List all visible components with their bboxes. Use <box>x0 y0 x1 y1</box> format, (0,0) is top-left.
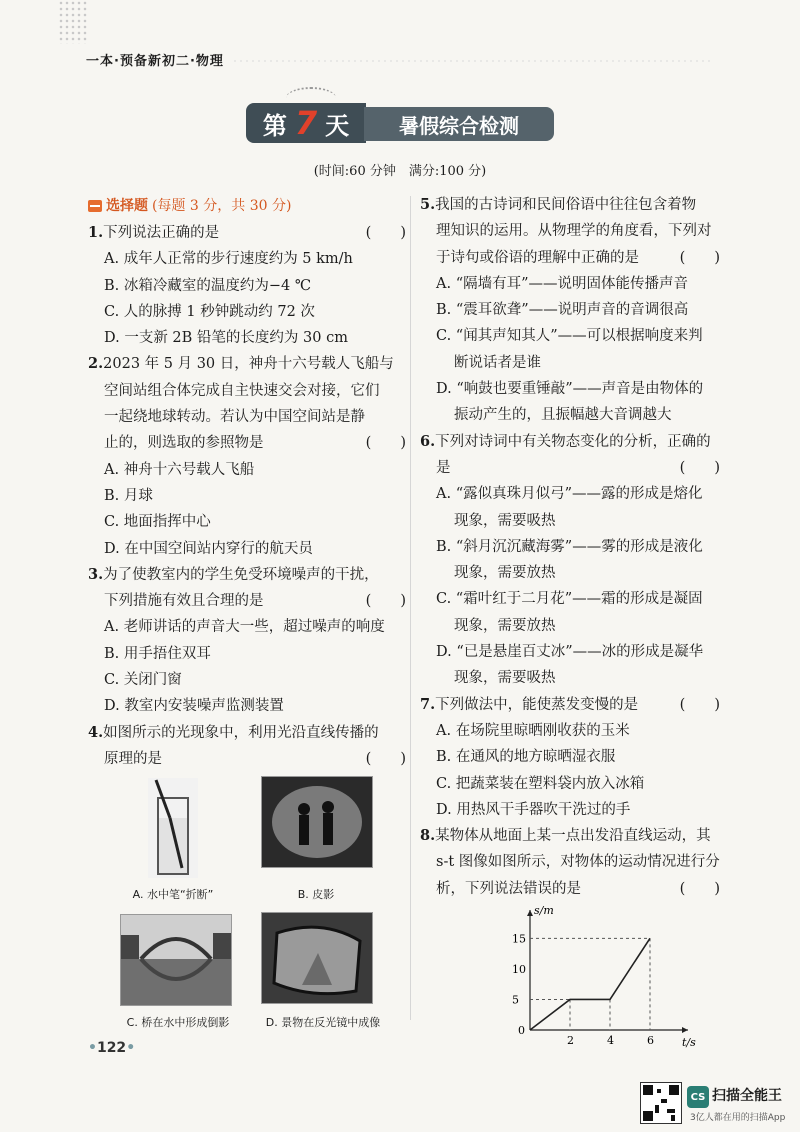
page-number: 122 <box>96 1040 127 1056</box>
option-c: C. “霜叶红于二月花”——霜的形成是凝固 <box>436 591 703 608</box>
question-8 <box>420 823 720 902</box>
question-text-line <box>88 404 406 430</box>
scanner-app-name: 扫描全能王 <box>712 1088 782 1104</box>
option-a: 现象，需要吸热 <box>454 512 556 529</box>
y-axis-label: s/m <box>534 904 554 918</box>
qr-module <box>661 1099 667 1103</box>
question-text: 下列说法正确的是 <box>103 225 220 241</box>
page-number-dot-right: • <box>126 1040 136 1056</box>
mirror-drawing <box>262 913 372 1003</box>
question-text-line <box>420 455 720 481</box>
question-text: 2023 年 5 月 30 日，神舟十六号载人飞船与 <box>103 356 394 373</box>
x-tick-label: 2 <box>567 1034 574 1048</box>
question-number: 8. <box>420 827 436 845</box>
question-3 <box>88 562 406 720</box>
section-note: (每题 3 分，共 30 分) <box>152 197 292 214</box>
option-b: B. 月球 <box>104 487 153 504</box>
scanner-tagline: 3亿人都在用的扫描App <box>690 1113 786 1123</box>
caption-a: A. 水中笔“折断” <box>132 888 214 902</box>
question-number: 2. <box>88 355 104 373</box>
section-title: 选择题 <box>106 197 148 214</box>
option-c: 断说话者是谁 <box>454 354 541 371</box>
question-6 <box>420 429 720 692</box>
question-text: 为了使教室内的学生免受环境噪声的干扰， <box>103 566 379 583</box>
qr-finder-top-left <box>643 1085 653 1095</box>
question-number: 5. <box>420 196 436 213</box>
option-b: B. “震耳欲聋”——说明声音的音调很高 <box>436 302 689 319</box>
trees-right <box>213 933 231 959</box>
column-divider <box>410 196 411 1020</box>
qr-module <box>655 1105 659 1113</box>
option-c: C. 人的脉搏 1 秒钟跳动约 72 次 <box>104 303 315 320</box>
qr-module <box>667 1109 675 1113</box>
question-text-line <box>420 692 720 718</box>
light-glow <box>272 786 362 858</box>
x-axis-arrow <box>682 1027 688 1033</box>
header-decoration <box>58 0 88 44</box>
x-tick-label: 6 <box>647 1034 654 1048</box>
option-b: B. 用手捂住双耳 <box>104 645 211 662</box>
image-side-mirror <box>261 912 373 1004</box>
question-number: 3. <box>88 565 104 583</box>
question-text: 空间站组合体完成自主快速交会对接，它们 <box>104 382 380 399</box>
exam-time-info: (时间:60 分钟 满分:100 分) <box>313 164 487 179</box>
question-4-images <box>88 772 406 1034</box>
section-header <box>88 192 406 220</box>
question-7 <box>420 692 720 823</box>
page-number-dot-left: • <box>88 1040 97 1056</box>
option-a: A. “露似真珠月似弓”——露的形成是熔化 <box>436 486 703 503</box>
left-questions <box>88 220 406 772</box>
puppet-head-right <box>322 801 334 813</box>
answer-bracket: ( ) <box>365 593 406 610</box>
question-number: 7. <box>420 695 436 713</box>
question-text: 是 <box>436 459 451 476</box>
image-shadow-puppet <box>261 776 373 868</box>
question-text-line <box>88 430 406 456</box>
option-a: A. 成年人正常的步行速度约为 5 km/h <box>104 251 353 268</box>
question-text-line <box>88 720 406 746</box>
y-axis-arrow <box>527 910 533 916</box>
option-b: B. 冰箱冷藏室的温度约为−4 ℃ <box>104 277 312 294</box>
question-text: 析，下列说法错误的是 <box>436 880 581 897</box>
option-d: 振动产生的，且振幅越大音调越大 <box>454 407 672 424</box>
section-icon <box>88 200 102 212</box>
answer-bracket: ( ) <box>365 750 406 767</box>
question-4 <box>88 720 406 773</box>
answer-bracket: ( ) <box>679 880 720 897</box>
image-bridge-reflection <box>120 914 232 1006</box>
question-1 <box>88 220 406 351</box>
option-c: C. 关闭门窗 <box>104 672 182 689</box>
option-d: D. 在中国空间站内穿行的航天员 <box>104 540 313 557</box>
qr-module <box>657 1089 661 1093</box>
question-text-line <box>420 192 720 218</box>
question-text-line <box>420 218 720 244</box>
trees-left <box>121 935 139 959</box>
question-text: 止的，则选取的参照物是 <box>104 435 264 452</box>
st-graph <box>500 902 700 1052</box>
question-number: 4. <box>88 723 104 741</box>
option-c: 现象，需要放热 <box>454 617 556 634</box>
banner-suffix: 天 <box>325 111 350 140</box>
banner-title: 暑假综合检测 <box>364 107 554 141</box>
question-text: 下列措施有效且合理的是 <box>104 593 264 610</box>
option-b: B. “斜月沉沉藏海雾”——雾的形成是液化 <box>436 538 703 555</box>
question-text-line <box>420 849 720 875</box>
left-column <box>88 192 406 1034</box>
right-questions <box>420 192 720 902</box>
banner-day-number: 7 <box>294 104 318 142</box>
question-text: s-t 图像如图所示，对物体的运动情况进行分 <box>436 854 720 871</box>
option-d: D. “已是悬崖百丈冰”——冰的形成是凝华 <box>436 644 704 661</box>
option-d: D. “响鼓也要重锤敲”——声音是由物体的 <box>436 381 704 398</box>
y-tick-label: 15 <box>512 932 526 946</box>
option-a: A. 老师讲话的声音大一些，超过噪声的响度 <box>104 619 385 636</box>
qr-finder-bottom-left <box>643 1111 653 1121</box>
day-banner <box>246 103 554 143</box>
option-d: 现象，需要吸热 <box>454 670 556 687</box>
question-text: 理知识的运用。从物理学的角度看，下列对 <box>436 223 712 240</box>
question-number: 6. <box>420 432 436 450</box>
st-graph-container <box>420 902 720 1052</box>
puppet-body-left <box>299 815 309 845</box>
caption-c: C. 桥在水中形成倒影 <box>126 1016 230 1030</box>
bridge-drawing <box>121 915 231 1005</box>
answer-bracket: ( ) <box>679 696 720 713</box>
image-pencil-in-water <box>148 778 198 878</box>
option-a: A. 在场院里晾晒刚收获的玉米 <box>436 722 630 739</box>
question-text: 原理的是 <box>104 750 162 767</box>
question-text-line <box>420 823 720 849</box>
answer-bracket: ( ) <box>365 435 406 452</box>
origin-label: 0 <box>518 1024 525 1038</box>
answer-bracket: ( ) <box>679 459 720 476</box>
x-axis-label: t/s <box>682 1036 696 1050</box>
question-text-line <box>88 746 406 772</box>
water-area <box>121 959 231 1005</box>
book-header: 一本·预备新初二·物理 <box>86 54 224 69</box>
question-text: 一起绕地球转动。若认为中国空间站是静 <box>104 409 365 426</box>
qr-code-pattern <box>641 1083 681 1123</box>
question-text-line <box>420 429 720 455</box>
question-text-line <box>88 220 406 246</box>
question-text-line <box>88 562 406 588</box>
answer-bracket: ( ) <box>365 225 406 241</box>
option-b: 现象，需要放热 <box>454 565 556 582</box>
page-number-wrap <box>88 1040 135 1056</box>
option-a: A. “隔墙有耳”——说明固体能传播声音 <box>436 275 689 292</box>
question-text-line <box>88 351 406 377</box>
question-text: 下列对诗词中有关物态变化的分析，正确的 <box>435 433 711 450</box>
banner-day <box>246 103 366 143</box>
header-divider <box>232 60 712 62</box>
option-b: B. 在通风的地方晾晒湿衣服 <box>436 749 616 766</box>
qr-finder-top-right <box>669 1085 679 1095</box>
banner-prefix: 第 <box>262 111 287 140</box>
y-tick-label: 5 <box>512 993 519 1007</box>
option-a: A. 神舟十六号载人飞船 <box>104 461 255 478</box>
caption-b: B. 皮影 <box>297 888 335 902</box>
question-number: 1. <box>88 224 104 241</box>
scanner-logo: CS <box>687 1086 709 1108</box>
caption-d: D. 景物在反光镜中成像 <box>265 1016 381 1030</box>
question-text: 于诗句或俗语的理解中正确的是 <box>436 249 639 266</box>
x-tick-label: 4 <box>607 1034 614 1048</box>
right-column <box>420 192 720 1052</box>
answer-bracket: ( ) <box>679 249 720 266</box>
question-text: 如图所示的光现象中，利用光沿直线传播的 <box>103 724 379 741</box>
question-text-line <box>88 378 406 404</box>
question-text-line <box>88 588 406 614</box>
puppet-head-left <box>298 803 310 815</box>
qr-code <box>640 1082 682 1124</box>
question-text-line <box>420 245 720 271</box>
option-c: C. 把蔬菜装在塑料袋内放入冰箱 <box>436 775 645 792</box>
shadow-puppet-figures <box>262 777 372 867</box>
qr-module <box>671 1115 675 1121</box>
question-text-line <box>420 876 720 902</box>
st-series-line <box>530 938 650 1030</box>
question-5 <box>420 192 720 429</box>
question-text: 下列做法中，能使蒸发变慢的是 <box>435 696 639 713</box>
option-d: D. 用热风干手器吹干洗过的手 <box>436 801 631 818</box>
option-d: D. 一支新 2B 铅笔的长度约为 30 cm <box>104 330 348 347</box>
question-text: 某物体从地面上某一点出发沿直线运动，其 <box>435 828 711 845</box>
question-2 <box>88 351 406 561</box>
option-c: C. 地面指挥中心 <box>104 514 211 531</box>
option-d: D. 教室内安装噪声监测装置 <box>104 698 284 715</box>
puppet-body-right <box>323 813 333 845</box>
question-text: 我国的古诗词和民间俗语中往往包含着物 <box>435 197 697 213</box>
y-tick-label: 10 <box>512 962 526 976</box>
option-c: C. “闻其声知其人”——可以根据响度来判 <box>436 328 703 345</box>
